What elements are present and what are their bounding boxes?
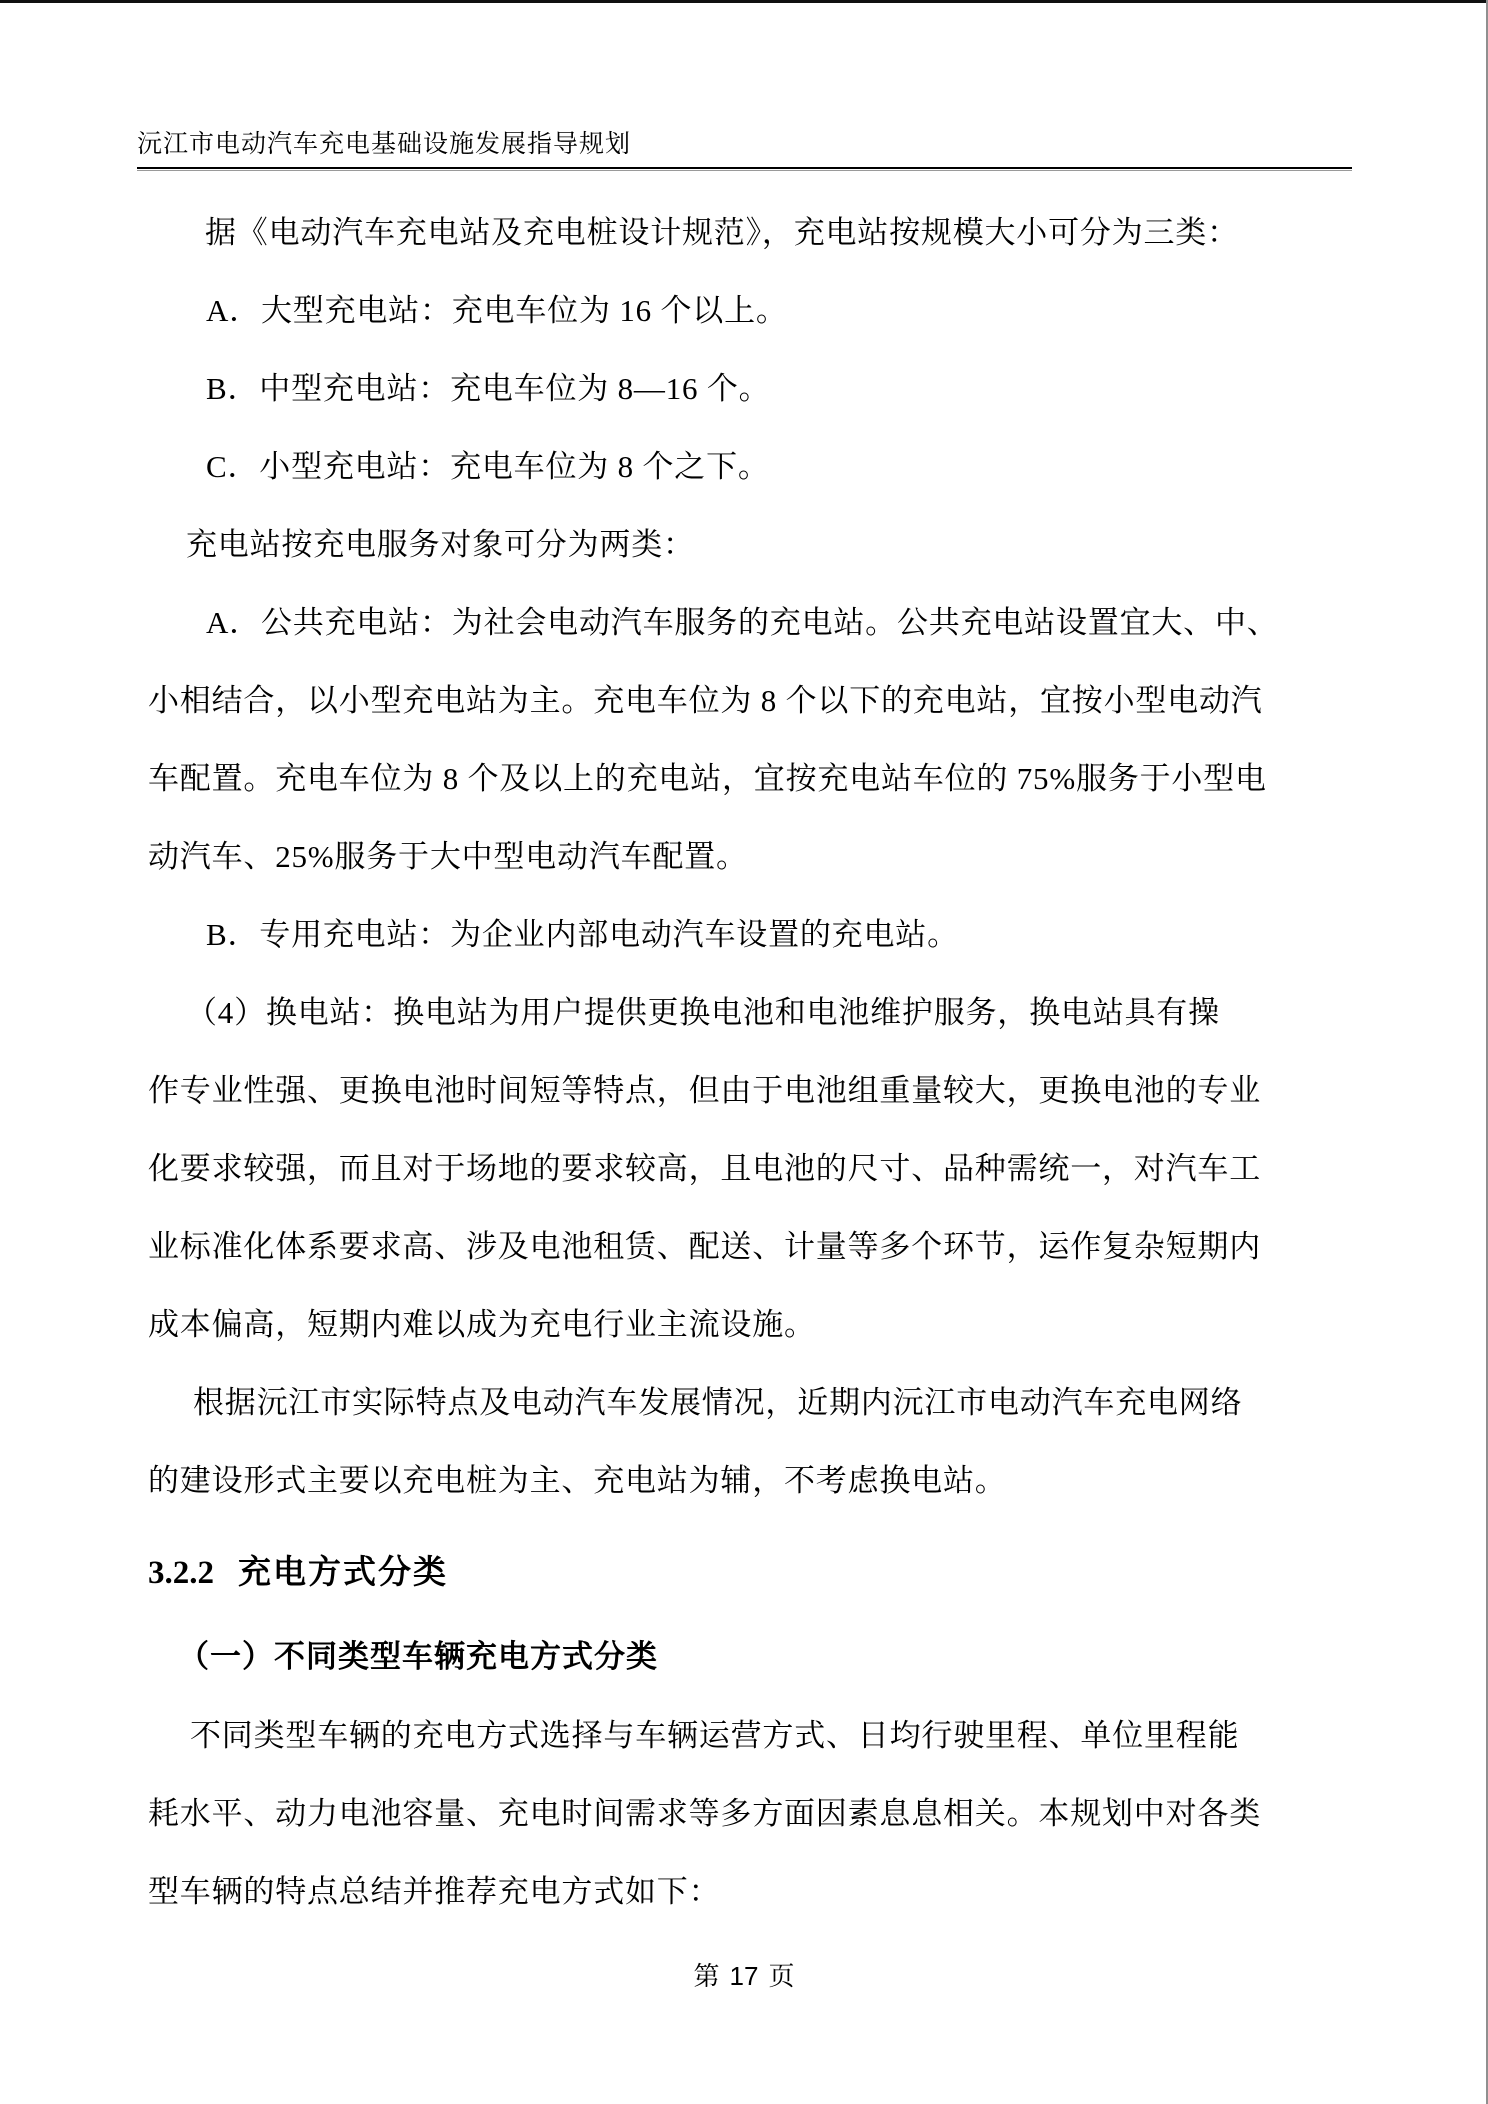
header-rule-thin: [137, 170, 1352, 171]
text-line: 业标准化体系要求高、涉及电池租赁、配送、计量等多个环节，运作复杂短期内: [148, 1229, 1261, 1264]
text-line: 车配置。充电车位为 8 个及以上的充电站，宜按充电站车位的 75%服务于小型电: [148, 761, 1267, 796]
paragraph-block-before: [148, 194, 1348, 1520]
text-line: 充电站按充电服务对象可分为两类：: [186, 527, 695, 562]
text-line: 化要求较强，而且对于场地的要求较高，且电池的尺寸、品种需统一，对汽车工: [148, 1151, 1261, 1186]
section-heading-title: 充电方式分类: [238, 1553, 448, 1590]
text-line: C．小型充电站：充电车位为 8 个之下。: [206, 449, 770, 484]
page-footer: [0, 1956, 1488, 1997]
document-body: [148, 194, 1348, 1931]
paragraph-block-after: [148, 1697, 1348, 1931]
header-rule: [137, 167, 1352, 169]
text-line: 型车辆的特点总结并推荐充电方式如下：: [148, 1874, 721, 1909]
text-line: A．公共充电站：为社会电动汽车服务的充电站。公共充电站设置宜大、中、: [206, 605, 1279, 640]
text-line: 根据沅江市实际特点及电动汽车发展情况，近期内沅江市电动汽车充电网络: [193, 1385, 1243, 1420]
page-header: [137, 128, 1352, 171]
text-line: A．大型充电站：充电车位为 16 个以上。: [206, 293, 788, 328]
header-title: 沅江市电动汽车充电基础设施发展指导规划: [137, 131, 632, 158]
text-line: 作专业性强、更换电池时间短等特点，但由于电池组重量较大，更换电池的专业: [148, 1073, 1261, 1108]
subsection-heading: （一）不同类型车辆充电方式分类: [178, 1639, 658, 1674]
text-line: 小相结合，以小型充电站为主。充电车位为 8 个以下的充电站，宜按小型电动汽: [148, 683, 1263, 718]
section-heading-number: 3.2.2: [148, 1555, 214, 1591]
text-line: 的建设形式主要以充电桩为主、充电站为辅，不考虑换电站。: [148, 1463, 1007, 1498]
text-line: 成本偏高，短期内难以成为充电行业主流设施。: [148, 1307, 816, 1342]
text-line: B．专用充电站：为企业内部电动汽车设置的充电站。: [206, 917, 959, 952]
text-line: B．中型充电站：充电车位为 8—16 个。: [206, 371, 771, 406]
text-line: 据《电动汽车充电站及充电桩设计规范》，充电站按规模大小可分为三类：: [205, 215, 1239, 250]
text-line: 不同类型车辆的充电方式选择与车辆运营方式、日均行驶里程、单位里程能: [190, 1718, 1240, 1753]
text-line: （4）换电站：换电站为用户提供更换电池和电池维护服务，换电站具有操: [186, 995, 1220, 1030]
page-top-edge: [0, 0, 1488, 3]
section-heading: [148, 1527, 1348, 1617]
text-line: 耗水平、动力电池容量、充电时间需求等多方面因素息息相关。本规划中对各类: [148, 1796, 1261, 1831]
page-number-suffix: 页: [768, 1962, 795, 1991]
page-number-prefix: 第: [693, 1962, 720, 1991]
text-line: 动汽车、25%服务于大中型电动汽车配置。: [148, 839, 748, 874]
page-number: 17: [729, 1961, 759, 1991]
